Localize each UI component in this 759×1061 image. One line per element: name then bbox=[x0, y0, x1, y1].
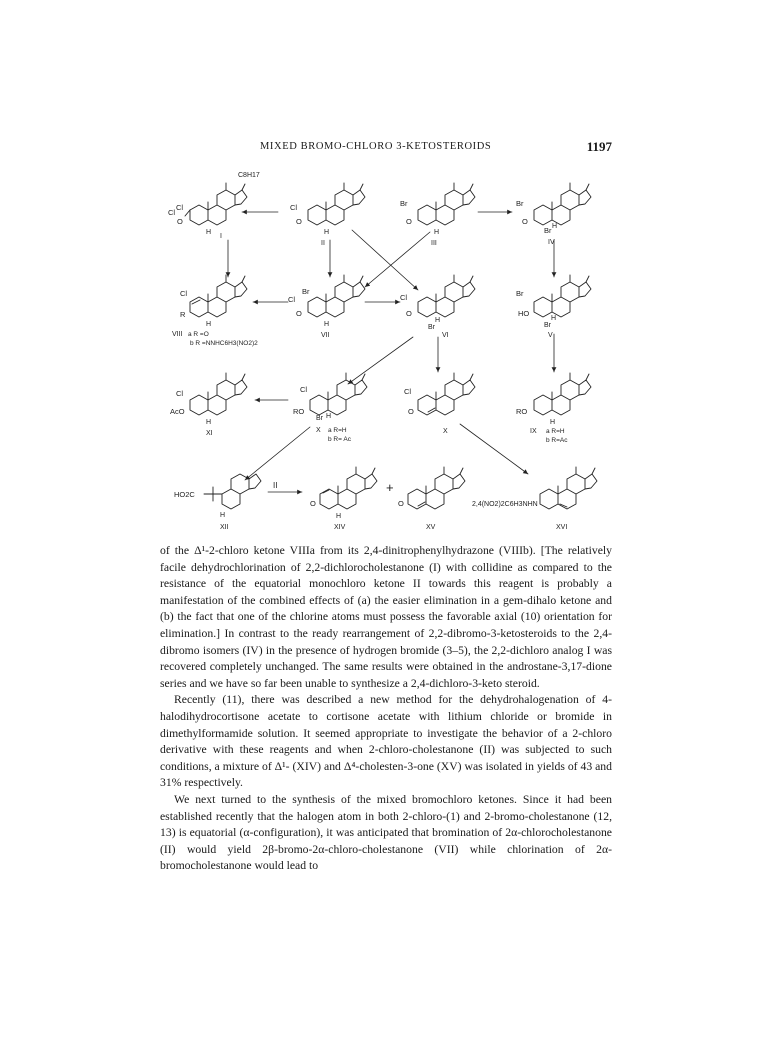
compound-XIV-label: XIV bbox=[334, 524, 346, 531]
compound-XV bbox=[398, 467, 465, 531]
compound-I-label: I bbox=[220, 233, 222, 240]
compound-XI-cl: Cl bbox=[176, 389, 184, 398]
compound-VIII-label: VIII bbox=[172, 331, 183, 338]
compound-III-oxo: O bbox=[406, 217, 412, 226]
compound-VII-oxo: O bbox=[296, 309, 302, 318]
compound-XIV bbox=[310, 467, 377, 531]
compound-X-variant-a: a R=H bbox=[328, 427, 347, 434]
compound-IX bbox=[516, 373, 591, 444]
compound-VI-h: H bbox=[435, 317, 441, 324]
compound-IV bbox=[516, 183, 591, 246]
compound-IV-h: H bbox=[552, 223, 558, 230]
compound-VIII-h: H bbox=[206, 321, 212, 328]
compound-XII bbox=[174, 474, 261, 531]
compound-IX-h: H bbox=[550, 419, 556, 426]
compound-X-ro: RO bbox=[293, 407, 305, 416]
arrow-label-II: II bbox=[273, 481, 278, 490]
compound-II-label: II bbox=[321, 240, 325, 247]
compound-II-h: H bbox=[324, 229, 330, 236]
compound-II bbox=[290, 183, 365, 247]
compound-VIII-r: R bbox=[180, 310, 186, 319]
compound-X-enone-oxo: O bbox=[408, 407, 414, 416]
compound-X-enone bbox=[404, 373, 475, 435]
compound-I-side-chain: C8H17 bbox=[238, 172, 260, 179]
compound-XIV-oxo: O bbox=[310, 499, 316, 508]
compound-XII-h: H bbox=[220, 512, 226, 519]
paragraph-3: We next turned to the synthesis of the mixed bromochloro ketones. Since it had been established recently that the halogen atom in both 2-chloro-(1) and 2-bromo-cholestanone (12, 13) is equatorial (α-configuration), it was anticipated that bromination of 2α-chlorocholestanone (II) would yield 2β-bromo-2α-chloro-cholestanone (VII) while chlorination of 2α-bromocholestanone would lead to bbox=[160, 792, 612, 873]
compound-III bbox=[400, 183, 475, 247]
compound-VII-cl: Cl bbox=[288, 295, 296, 304]
plus-sign: + bbox=[386, 480, 394, 495]
compound-IX-ro: RO bbox=[516, 407, 528, 416]
compound-V-br-2: Br bbox=[544, 322, 551, 329]
compound-VII bbox=[288, 275, 365, 339]
compound-IV-br-2: Br bbox=[544, 226, 552, 235]
compound-II-oxo: O bbox=[296, 217, 302, 226]
compound-V-h: H bbox=[551, 315, 557, 322]
compound-V-br-1: Br bbox=[516, 289, 524, 298]
compound-VIII bbox=[172, 275, 258, 347]
running-title: MIXED BROMO-CHLORO 3-KETOSTEROIDS bbox=[260, 141, 492, 152]
compound-VIII-variant-b: b R =NNHC6H3(NO2)2 bbox=[190, 340, 258, 347]
reaction-scheme bbox=[160, 162, 612, 542]
compound-XI-label: XI bbox=[206, 430, 213, 437]
compound-VI bbox=[400, 275, 475, 339]
body-text bbox=[160, 543, 612, 875]
compound-IV-label: IV bbox=[548, 239, 555, 246]
compound-X-enone-label: X bbox=[443, 428, 448, 435]
compound-X bbox=[293, 373, 367, 443]
compound-I-oxo: O bbox=[177, 217, 183, 226]
compound-IV-br-1: Br bbox=[516, 199, 524, 208]
compound-III-h: H bbox=[434, 229, 440, 236]
compound-X-enone-cl: Cl bbox=[404, 387, 412, 396]
compound-XI-aco: AcO bbox=[170, 407, 185, 416]
compound-I-cl-1: Cl bbox=[176, 203, 184, 212]
compound-XIV-h: H bbox=[336, 513, 342, 520]
compound-X-cl: Cl bbox=[300, 385, 308, 394]
compound-IX-variant-b: b R=Ac bbox=[546, 437, 568, 444]
compound-XI bbox=[170, 373, 247, 437]
compound-V-ho: HO bbox=[518, 309, 530, 318]
compound-VI-label: VI bbox=[442, 332, 449, 339]
compound-VI-br: Br bbox=[428, 324, 435, 331]
compound-XI-h: H bbox=[206, 419, 212, 426]
compound-XVI-hydrazone: 2,4(NO2)2C6H3NHN bbox=[472, 501, 538, 508]
compound-V-label: V bbox=[548, 332, 553, 339]
compound-VIII-cl: Cl bbox=[180, 289, 188, 298]
compound-XII-carboxyl: HO2C bbox=[174, 490, 195, 499]
compound-IV-oxo: O bbox=[522, 217, 528, 226]
compound-III-br: Br bbox=[400, 199, 408, 208]
compound-II-cl: Cl bbox=[290, 203, 298, 212]
compound-X-label: X bbox=[316, 427, 321, 434]
page-number: 1197 bbox=[586, 139, 612, 154]
paragraph-1: of the Δ¹-2-chloro ketone VIIIa from its 2,4-dinitrophenylhydrazone (VIIIb). [The relatively facile dehydrochlorination of 2,2-dichlorocholestanone (I) with collidine as compared to the resistance of the equatorial monochloro ketone II towards this reagent is probably a manifestation of the combined effects of (a) the easier elimination in a gem-dihalo ketone and (b) the fact that one of the chlorine atoms must possess the favorable axial (10) orientation for elimination.] In contrast to the ready rearrangement of 2,2-dibromo-3-ketosteroids to the 2,4-dibromo isomers (IV) in the presence of hydrogen bromide (3–5), the 2,2-dichloro analog I was recovered completely unchanged. The same results were obtained in the androstane-3,17-dione series and we have so far been unable to synthesize a 2,4-dichloro-3-keto steroid. bbox=[160, 544, 612, 690]
compound-I-cl-2: Cl bbox=[168, 208, 176, 217]
compound-XII-label: XII bbox=[220, 524, 229, 531]
compound-I-h: H bbox=[206, 229, 212, 236]
compound-X-h: H bbox=[326, 413, 332, 420]
compound-VII-br: Br bbox=[302, 287, 310, 296]
paragraph-2: Recently (11), there was described a new method for the dehydrohalogenation of 4-halodihydrocortisone acetate to cortisone acetate with lithium chloride or bromide in dimethylformamide solution. It seemed appropriate to investigate the behavior of a 2-chloro derivative with these reagents and when 2-chloro-cholestanone (II) was subjected to such conditions, a mixture of Δ¹- (XIV) and Δ⁴-cholesten-3-one (XV) was isolated in yields of 43 and 31% respectively. bbox=[160, 693, 612, 790]
compound-XVI bbox=[472, 467, 597, 531]
compound-VI-oxo: O bbox=[406, 309, 412, 318]
compound-IX-label: IX bbox=[530, 428, 537, 435]
compound-XV-label: XV bbox=[426, 524, 436, 531]
compound-V bbox=[516, 275, 591, 339]
compound-IX-variant-a: a R=H bbox=[546, 428, 565, 435]
compound-I bbox=[168, 172, 260, 240]
compound-III-label: III bbox=[431, 240, 437, 247]
compound-VII-label: VII bbox=[321, 332, 330, 339]
compound-VIII-variant-a: a R =O bbox=[188, 331, 209, 338]
page-header bbox=[160, 139, 612, 159]
compound-X-variant-b: b R= Ac bbox=[328, 436, 351, 443]
compound-X-br: Br bbox=[316, 415, 323, 422]
compound-XVI-label: XVI bbox=[556, 524, 568, 531]
compound-VII-h: H bbox=[324, 321, 330, 328]
compound-XV-oxo: O bbox=[398, 499, 404, 508]
compound-VI-cl: Cl bbox=[400, 293, 408, 302]
